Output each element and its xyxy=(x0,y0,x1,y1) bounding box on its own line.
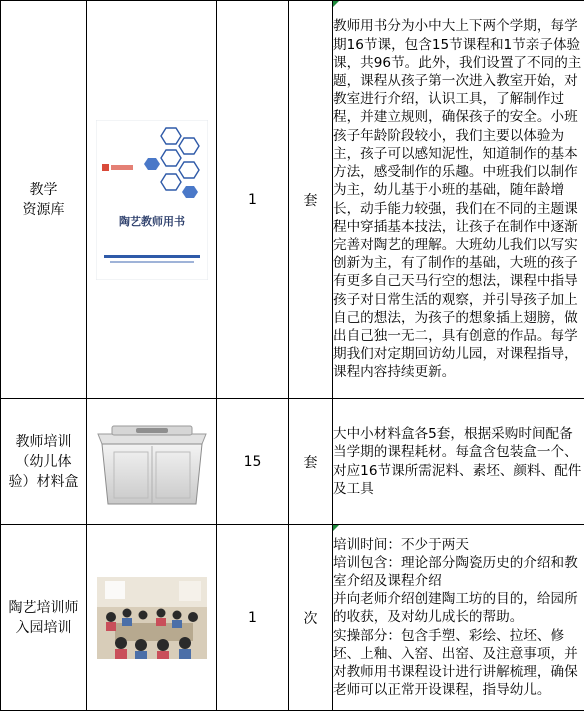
item-name-cell xyxy=(1,1,87,399)
description-paragraph: 培训包含：理论部分陶瓷历史的介绍和教室介绍及课程介绍 xyxy=(333,554,584,590)
unit-cell: 次 xyxy=(289,525,333,711)
item-name-line: 教师培训 xyxy=(1,432,86,452)
description-cell xyxy=(333,525,584,711)
item-name-line: 陶艺培训师 xyxy=(1,598,86,618)
training-photo xyxy=(97,577,207,659)
quantity-cell: 1 xyxy=(217,1,289,399)
item-image-cell xyxy=(87,1,217,399)
storage-box-image xyxy=(92,412,212,512)
item-name-line: 入园培训 xyxy=(1,618,86,638)
quantity-cell: 1 xyxy=(217,525,289,711)
description-paragraph: 教师用书分为小中大上下两个学期，每学期16节课，包含15节课程和1节亲子体验课，共96节。此外，我们设置了不同的主题，课程从孩子第一次进入教室开始，对教室进行介绍，认识工具，了解制作过程，并建立规则，确保孩子的安全。小班孩子年龄阶段较小，我们主要以体验为主，孩子可以感知泥性，知道制作的基本方法，感受制作的乐趣。中班我们以制作为主，幼儿基于小班的基础，随年龄增长，动手能力较强，我们在不同的主题课程中穿插基本技法，让孩子在制作中逐渐完善对陶艺的理解。大班幼儿我们以写实创新为主，有了制作的基础，大班的孩子有更多自己天马行空的想法，课程中指导孩子对日常生活的观察，并引导孩子加上自己的想法，为孩子的想象插上翅膀，做出自己独一无二，具有创意的作品。每学期我们对定期回访幼儿园，对课程指导，课程内容持续更新。 xyxy=(333,17,584,381)
item-name-cell xyxy=(1,399,87,525)
cell-corner-mark-icon xyxy=(333,525,339,531)
table-row xyxy=(1,399,584,525)
description-cell xyxy=(333,399,584,525)
description-paragraph: 并向老师介绍创建陶工坊的目的，给园所的收获，及对幼儿成长的帮助。 xyxy=(333,590,584,626)
item-name-line: 验）材料盒 xyxy=(1,472,86,492)
item-name-cell xyxy=(1,525,87,711)
description-paragraph: 实操部分：包含手塑、彩绘、拉坯、修坯、上釉、入窑、出窑、及注意事项，并对教师用书课程设计进行讲解梳理，确保老师可以正常开设课程，指导幼儿。 xyxy=(333,627,584,700)
item-image-cell xyxy=(87,399,217,525)
item-image-cell xyxy=(87,525,217,711)
cover-title: 陶艺教师用书 xyxy=(119,214,185,228)
cell-corner-mark-icon xyxy=(333,1,339,7)
item-name-line: 资源库 xyxy=(1,200,86,220)
table-row xyxy=(1,1,584,399)
unit-cell: 套 xyxy=(289,1,333,399)
table-row xyxy=(1,525,584,711)
unit-cell: 套 xyxy=(289,399,333,525)
quantity-cell: 15 xyxy=(217,399,289,525)
description-paragraph: 培训时间：不少于两天 xyxy=(333,536,584,554)
item-name-line: （幼儿体 xyxy=(1,452,86,472)
description-paragraph: 大中小材料盒各5套，根据采购时间配备当学期的课程耗材。每盒含包装盒一个、对应16节课所需泥料、素坯、颜料、配件及工具 xyxy=(333,425,584,498)
book-cover-image xyxy=(96,120,208,280)
description-cell xyxy=(333,1,584,399)
item-name-line: 教学 xyxy=(1,180,86,200)
